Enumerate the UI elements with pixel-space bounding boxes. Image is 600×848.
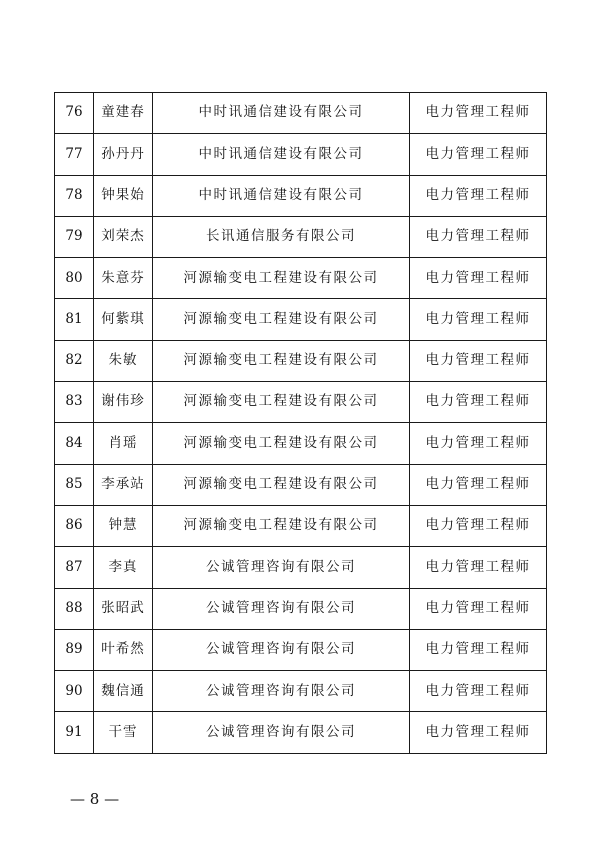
page-number: — 8 — <box>70 790 120 808</box>
table-row <box>55 93 547 134</box>
company-name-cell: 河源输变电工程建设有限公司 <box>153 423 410 464</box>
company-name-cell: 河源输变电工程建设有限公司 <box>153 464 410 505</box>
person-name-cell: 魏信通 <box>94 671 153 712</box>
table-row <box>55 464 547 505</box>
person-name-cell: 叶希然 <box>94 629 153 670</box>
row-number-cell: 76 <box>55 93 94 134</box>
job-title-cell: 电力管理工程师 <box>410 299 547 340</box>
job-title-cell: 电力管理工程师 <box>410 464 547 505</box>
company-name-cell: 河源输变电工程建设有限公司 <box>153 505 410 546</box>
person-name-cell: 干雪 <box>94 712 153 753</box>
table-row <box>55 423 547 464</box>
person-name-cell: 朱意芬 <box>94 258 153 299</box>
row-number-cell: 83 <box>55 382 94 423</box>
table-row <box>55 547 547 588</box>
table-row <box>55 258 547 299</box>
company-name-cell: 公诚管理咨询有限公司 <box>153 547 410 588</box>
table-row <box>55 340 547 381</box>
company-name-cell: 河源输变电工程建设有限公司 <box>153 340 410 381</box>
person-name-cell: 何紫琪 <box>94 299 153 340</box>
job-title-cell: 电力管理工程师 <box>410 629 547 670</box>
job-title-cell: 电力管理工程师 <box>410 382 547 423</box>
job-title-cell: 电力管理工程师 <box>410 423 547 464</box>
person-name-cell: 李真 <box>94 547 153 588</box>
company-name-cell: 公诚管理咨询有限公司 <box>153 712 410 753</box>
job-title-cell: 电力管理工程师 <box>410 588 547 629</box>
company-name-cell: 中时讯通信建设有限公司 <box>153 134 410 175</box>
person-name-cell: 肖瑶 <box>94 423 153 464</box>
company-name-cell: 河源输变电工程建设有限公司 <box>153 382 410 423</box>
row-number-cell: 86 <box>55 505 94 546</box>
person-name-cell: 刘荣杰 <box>94 216 153 257</box>
table-row <box>55 671 547 712</box>
row-number-cell: 77 <box>55 134 94 175</box>
company-name-cell: 中时讯通信建设有限公司 <box>153 175 410 216</box>
row-number-cell: 78 <box>55 175 94 216</box>
company-name-cell: 河源输变电工程建设有限公司 <box>153 299 410 340</box>
person-name-cell: 孙丹丹 <box>94 134 153 175</box>
row-number-cell: 88 <box>55 588 94 629</box>
table-row <box>55 382 547 423</box>
person-name-cell: 谢伟珍 <box>94 382 153 423</box>
company-name-cell: 长讯通信服务有限公司 <box>153 216 410 257</box>
company-name-cell: 公诚管理咨询有限公司 <box>153 671 410 712</box>
company-name-cell: 中时讯通信建设有限公司 <box>153 93 410 134</box>
row-number-cell: 82 <box>55 340 94 381</box>
job-title-cell: 电力管理工程师 <box>410 340 547 381</box>
person-name-cell: 童建春 <box>94 93 153 134</box>
table-row <box>55 175 547 216</box>
table-row <box>55 505 547 546</box>
job-title-cell: 电力管理工程师 <box>410 216 547 257</box>
row-number-cell: 91 <box>55 712 94 753</box>
table-row <box>55 712 547 753</box>
table-row <box>55 134 547 175</box>
company-name-cell: 公诚管理咨询有限公司 <box>153 588 410 629</box>
job-title-cell: 电力管理工程师 <box>410 258 547 299</box>
job-title-cell: 电力管理工程师 <box>410 134 547 175</box>
personnel-table-body <box>55 93 547 754</box>
job-title-cell: 电力管理工程师 <box>410 93 547 134</box>
row-number-cell: 79 <box>55 216 94 257</box>
row-number-cell: 84 <box>55 423 94 464</box>
table-row <box>55 629 547 670</box>
personnel-table <box>54 92 547 754</box>
job-title-cell: 电力管理工程师 <box>410 505 547 546</box>
company-name-cell: 公诚管理咨询有限公司 <box>153 629 410 670</box>
job-title-cell: 电力管理工程师 <box>410 671 547 712</box>
person-name-cell: 李承站 <box>94 464 153 505</box>
company-name-cell: 河源输变电工程建设有限公司 <box>153 258 410 299</box>
job-title-cell: 电力管理工程师 <box>410 175 547 216</box>
row-number-cell: 85 <box>55 464 94 505</box>
job-title-cell: 电力管理工程师 <box>410 547 547 588</box>
row-number-cell: 81 <box>55 299 94 340</box>
row-number-cell: 87 <box>55 547 94 588</box>
row-number-cell: 90 <box>55 671 94 712</box>
person-name-cell: 钟果始 <box>94 175 153 216</box>
table-row <box>55 588 547 629</box>
person-name-cell: 钟慧 <box>94 505 153 546</box>
table-row <box>55 299 547 340</box>
row-number-cell: 89 <box>55 629 94 670</box>
table-row <box>55 216 547 257</box>
job-title-cell: 电力管理工程师 <box>410 712 547 753</box>
person-name-cell: 朱敏 <box>94 340 153 381</box>
row-number-cell: 80 <box>55 258 94 299</box>
person-name-cell: 张昭武 <box>94 588 153 629</box>
